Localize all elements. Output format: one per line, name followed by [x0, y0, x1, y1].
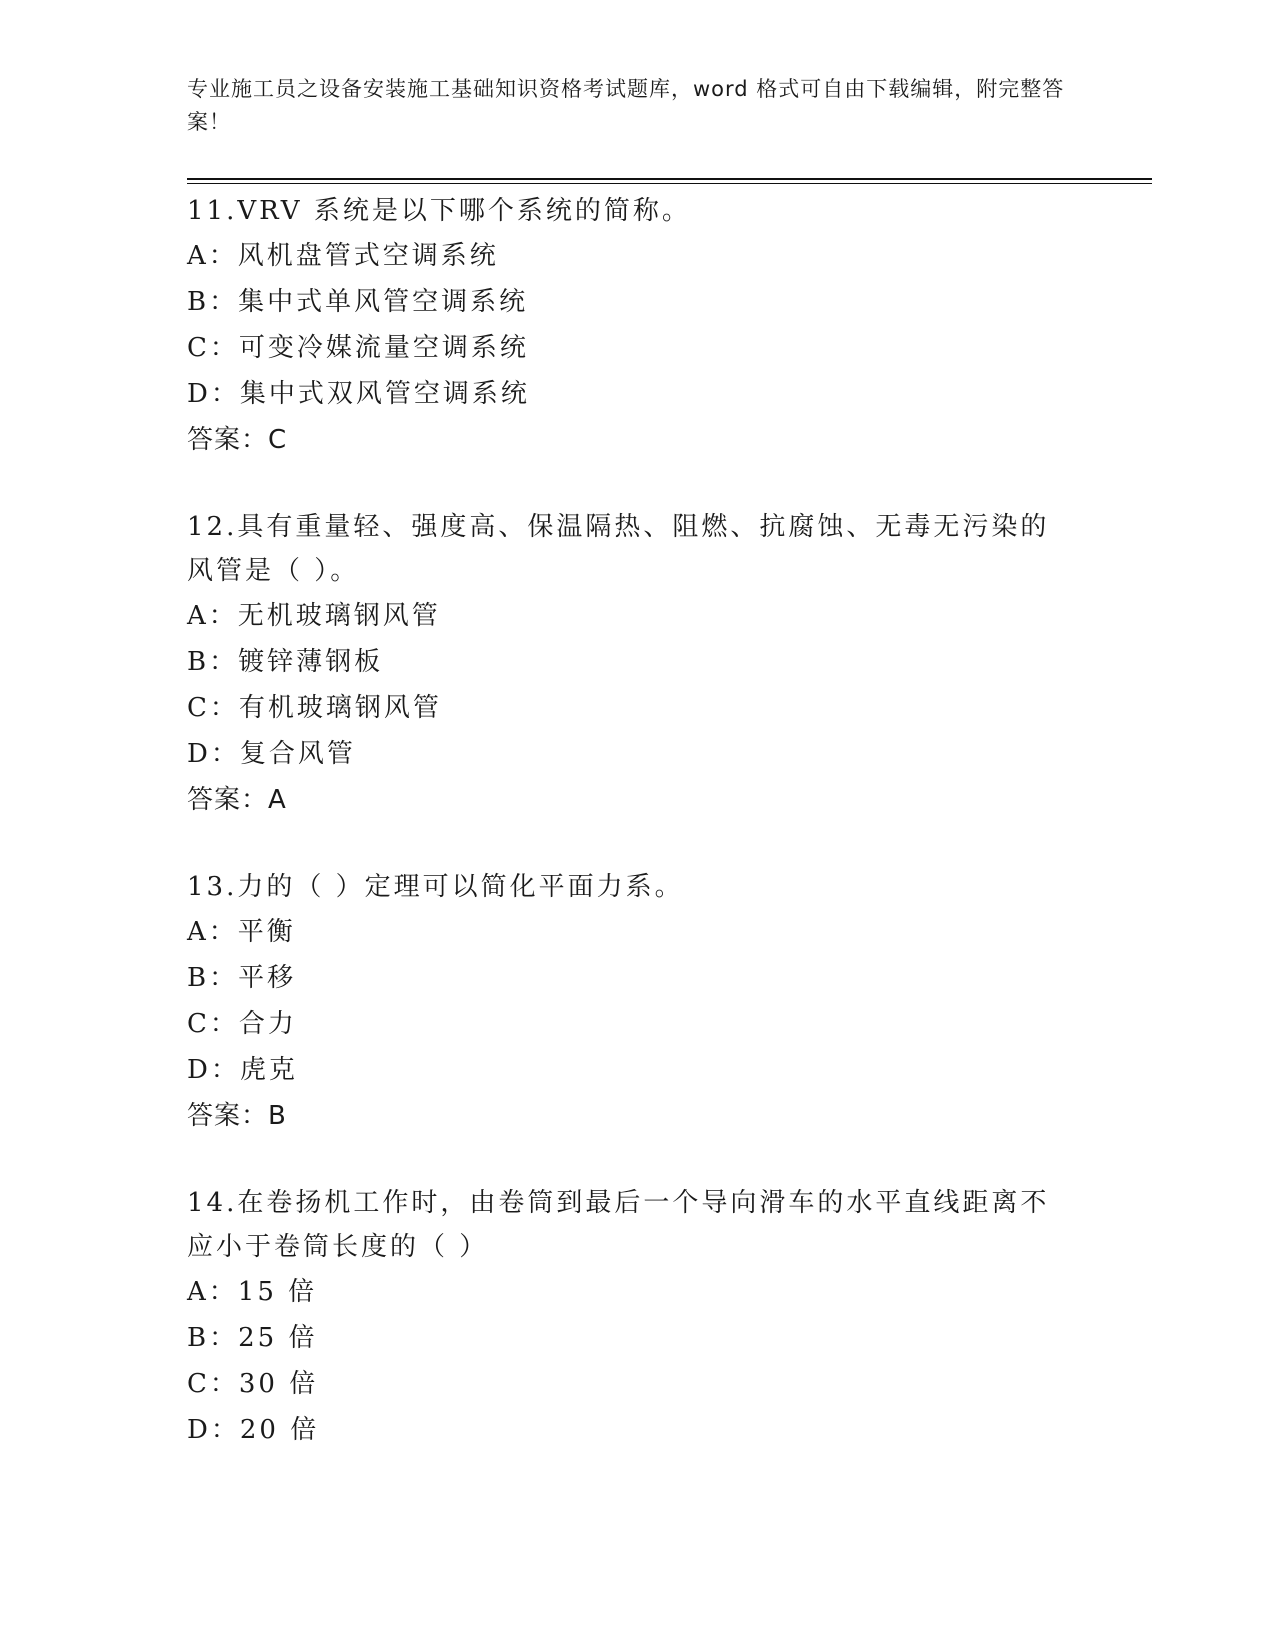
option-d: D：虎克 — [187, 1055, 298, 1085]
option-c: C：合力 — [187, 1009, 297, 1039]
question-stem: 11.VRV 系统是以下哪个系统的简称。 — [187, 196, 691, 226]
option-b: B：25 倍 — [187, 1323, 318, 1353]
answer-label: 答案：B — [187, 1101, 287, 1131]
question-stem: 14.在卷扬机工作时，由卷筒到最后一个导向滑车的水平直线距离不应小于卷筒长度的（ ） — [187, 1188, 1050, 1262]
option-b: B：集中式单风管空调系统 — [187, 287, 529, 317]
answer-label: 答案：C — [187, 425, 288, 455]
option-d: D：20 倍 — [187, 1415, 320, 1445]
question-11 — [187, 189, 1087, 463]
option-b: B：镀锌薄钢板 — [187, 647, 384, 677]
question-list — [187, 189, 1087, 1495]
answer-label: 答案：A — [187, 785, 287, 815]
option-a: A：平衡 — [187, 917, 296, 947]
option-a: A：无机玻璃钢风管 — [187, 601, 441, 631]
question-14 — [187, 1181, 1087, 1453]
header-divider-thick — [187, 178, 1152, 180]
option-c: C：30 倍 — [187, 1369, 319, 1399]
option-c: C：有机玻璃钢风管 — [187, 693, 442, 723]
question-stem: 13.力的（ ）定理可以简化平面力系。 — [187, 872, 684, 902]
option-d: D：复合风管 — [187, 739, 356, 769]
question-stem: 12.具有重量轻、强度高、保温隔热、阻燃、抗腐蚀、无毒无污染的风管是（ ）。 — [187, 512, 1050, 586]
option-a: A：15 倍 — [187, 1277, 318, 1307]
option-b: B：平移 — [187, 963, 297, 993]
option-a: A：风机盘管式空调系统 — [187, 241, 499, 271]
question-12 — [187, 505, 1087, 823]
question-13 — [187, 865, 1087, 1139]
option-d: D：集中式双风管空调系统 — [187, 379, 530, 409]
header-divider-thin — [187, 183, 1152, 184]
option-c: C：可变冷媒流量空调系统 — [187, 333, 529, 363]
document-intro: 专业施工员之设备安装施工基础知识资格考试题库，word 格式可自由下载编辑，附完整答案！ — [187, 77, 1065, 134]
